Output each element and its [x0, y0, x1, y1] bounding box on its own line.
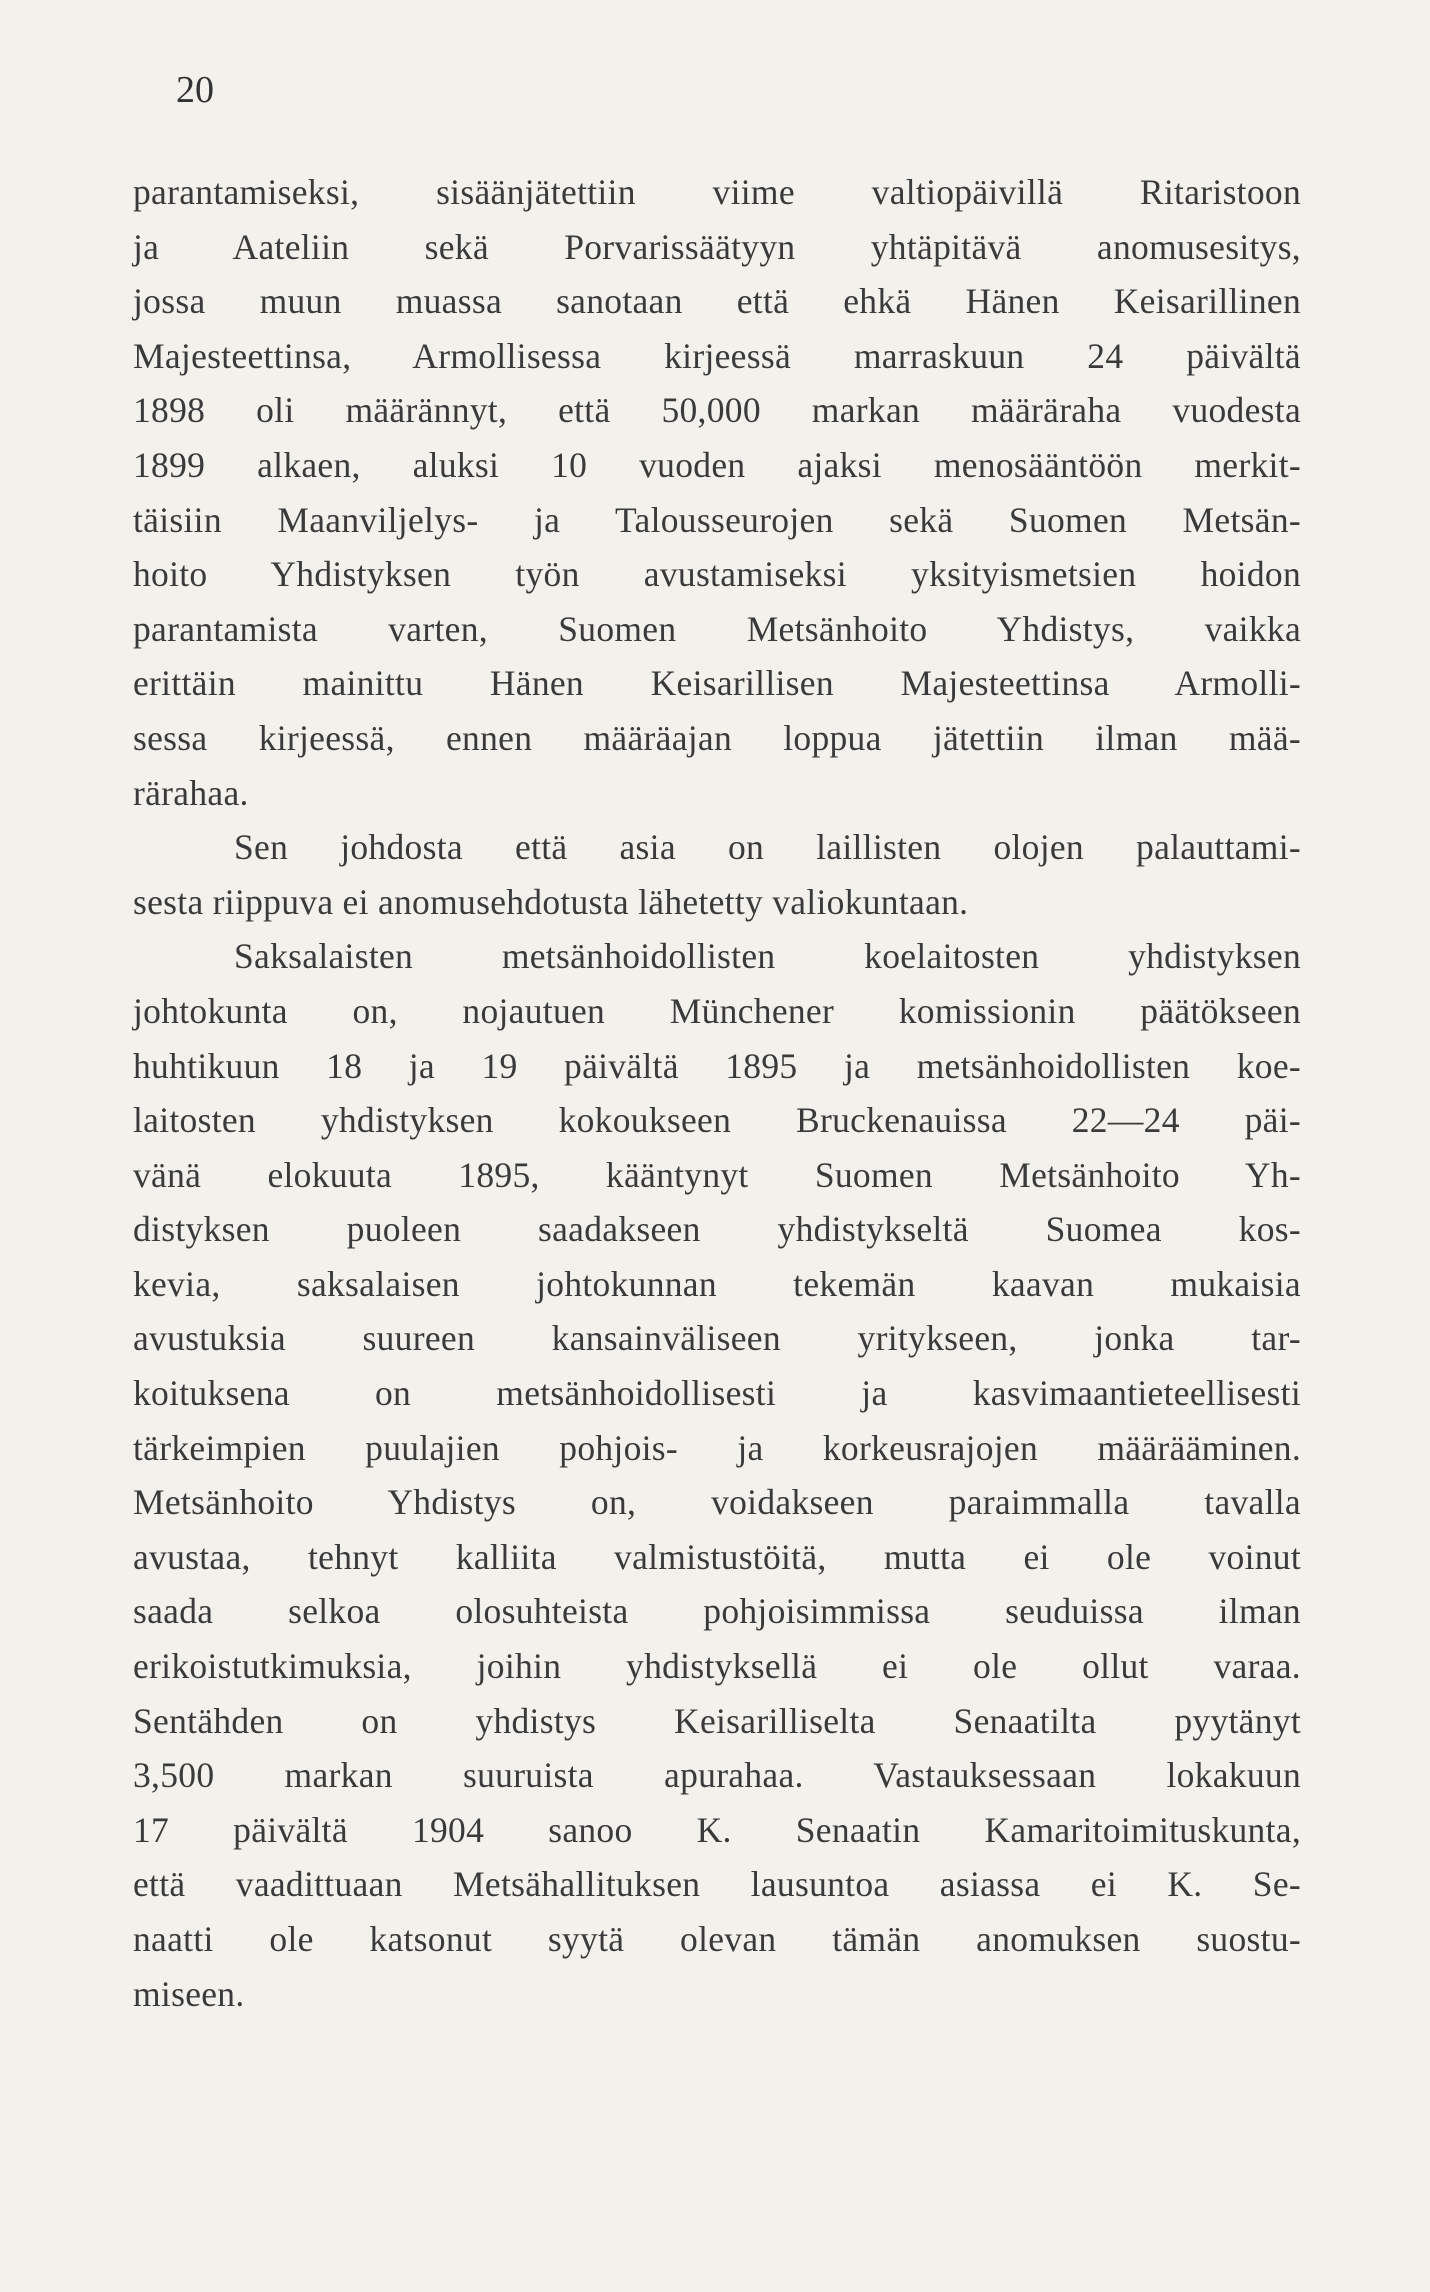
text-line: laitosten yhdistyksen kokoukseen Bruckenauissa 22—24 päi- [133, 1100, 1301, 1141]
text-line: erikoistutkimuksia, joihin yhdistyksellä ei ole ollut varaa. [133, 1646, 1301, 1687]
text-line: saada selkoa olosuhteista pohjoisimmissa seuduissa ilman [133, 1591, 1301, 1632]
text-line: rärahaa. [133, 772, 249, 813]
text-line: hoito Yhdistyksen työn avustamiseksi yksityismetsien hoidon [133, 554, 1301, 595]
text-line: täisiin Maanviljelys- ja Talousseurojen sekä Suomen Metsän- [133, 499, 1301, 540]
text-line: 1899 alkaen, aluksi 10 vuoden ajaksi menosääntöön merkit- [133, 444, 1301, 485]
text-line: jossa muun muassa sanotaan että ehkä Hänen Keisarillinen [133, 281, 1301, 322]
body-text [133, 165, 1301, 2021]
text-line: Saksalaisten metsänhoidollisten koelaitosten yhdistyksen [234, 936, 1301, 977]
text-line: huhtikuun 18 ja 19 päivältä 1895 ja metsänhoidollisten koe- [133, 1045, 1301, 1086]
text-line: Sen johdosta että asia on laillisten olojen palauttami- [234, 827, 1301, 868]
text-line: miseen. [133, 1973, 245, 2014]
text-line: koituksena on metsänhoidollisesti ja kasvimaantieteellisesti [133, 1373, 1301, 1414]
text-line: johtokunta on, nojautuen Münchener komissionin päätökseen [133, 990, 1301, 1031]
text-line: parantamista varten, Suomen Metsänhoito Yhdistys, vaikka [133, 608, 1301, 649]
text-line: sessa kirjeessä, ennen määräajan loppua jätettiin ilman mää- [133, 717, 1301, 758]
text-line: tärkeimpien puulajien pohjois- ja korkeusrajojen määrääminen. [133, 1427, 1301, 1468]
text-line: Metsänhoito Yhdistys on, voidakseen paraimmalla tavalla [133, 1482, 1301, 1523]
page-number: 20 [176, 69, 214, 111]
text-line: erittäin mainittu Hänen Keisarillisen Majesteettinsa Armolli- [133, 663, 1301, 704]
text-line: Majesteettinsa, Armollisessa kirjeessä marraskuun 24 päivältä [133, 335, 1301, 376]
text-line: sesta riippuva ei anomusehdotusta lähetetty valiokuntaan. [133, 881, 969, 922]
text-line: Sentähden on yhdistys Keisarilliselta Senaatilta pyytänyt [133, 1700, 1301, 1741]
text-line: naatti ole katsonut syytä olevan tämän anomuksen suostu- [133, 1919, 1301, 1959]
text-line: 3,500 markan suuruista apurahaa. Vastauksessaan lokakuun [133, 1755, 1301, 1796]
text-line: vänä elokuuta 1895, kääntynyt Suomen Metsänhoito Yh- [133, 1154, 1301, 1195]
text-line: kevia, saksalaisen johtokunnan tekemän kaavan mukaisia [133, 1263, 1301, 1304]
text-line: distyksen puoleen saadakseen yhdistykseltä Suomea kos- [133, 1209, 1301, 1250]
text-line: 17 päivältä 1904 sanoo K. Senaatin Kamaritoimituskunta, [133, 1809, 1301, 1850]
text-line: että vaadittuaan Metsähallituksen lausuntoa asiassa ei K. Se- [133, 1864, 1301, 1905]
text-line: 1898 oli määrännyt, että 50,000 markan määräraha vuodesta [133, 390, 1301, 431]
text-line: avustuksia suureen kansainväliseen yritykseen, jonka tar- [133, 1318, 1301, 1359]
text-line: parantamiseksi, sisäänjätettiin viime valtiopäivillä Ritaristoon [133, 172, 1301, 212]
text-line: ja Aateliin sekä Porvarissäätyyn yhtäpitävä anomusesitys, [133, 226, 1301, 267]
text-line: avustaa, tehnyt kalliita valmistustöitä, mutta ei ole voinut [133, 1536, 1301, 1577]
